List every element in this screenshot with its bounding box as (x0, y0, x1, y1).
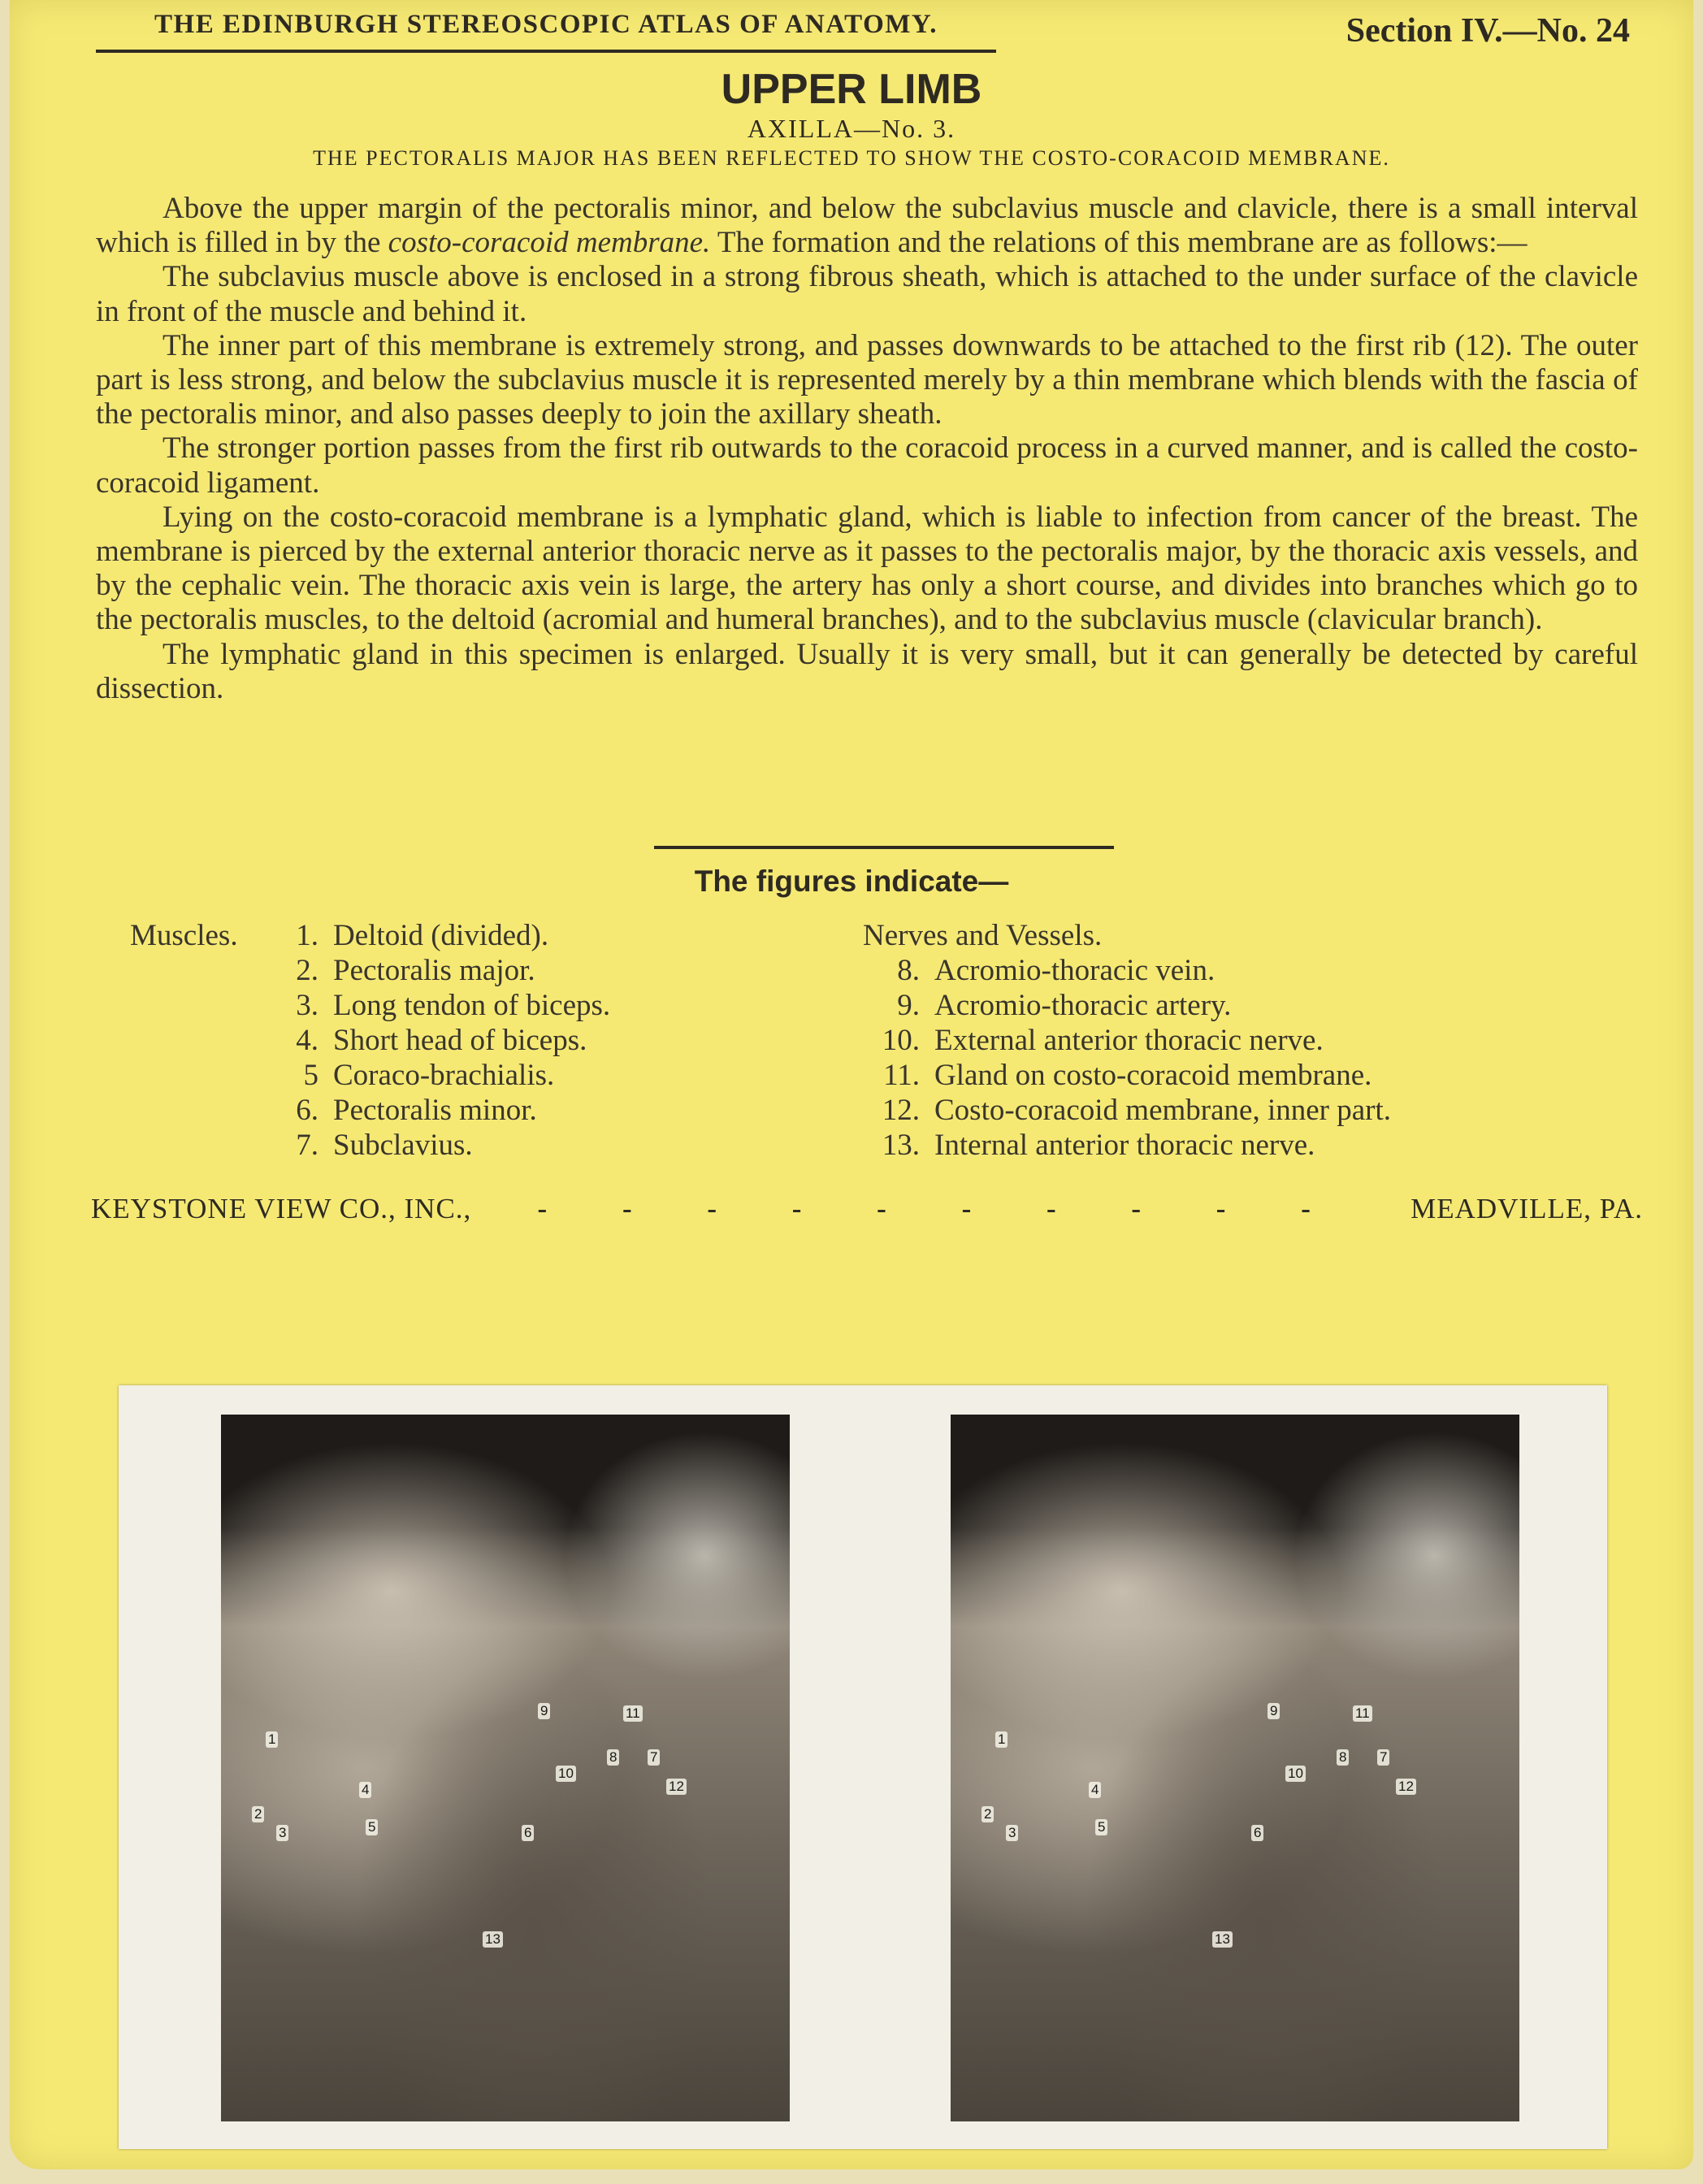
page-title: UPPER LIMB (721, 66, 982, 113)
legend-item (863, 953, 1391, 988)
legend-item (286, 953, 610, 988)
legend-text: Deltoid (divided). (333, 919, 549, 952)
photo-figure-label: 7 (648, 1749, 660, 1766)
legend-number: 8. (897, 954, 920, 987)
paragraph-text: The lymphatic gland in this specimen is enlarged. Usually it is very small, but it can generally be detected by careful dissection. (96, 637, 1638, 705)
muscles-label: Muscles. (130, 919, 238, 952)
photo-figure-label: 6 (1251, 1825, 1263, 1841)
photo-figure-label: 7 (1377, 1749, 1389, 1766)
figures-heading: The figures indicate— (694, 864, 1009, 898)
muscles-list (286, 918, 610, 1163)
paragraph-text: The inner part of this membrane is extremely strong, and passes downwards to be attached to the first rib (12). The outer part is less strong, and below the subclavius muscle it is represented merely by a thin membrane which blends with the fascia of the pectoralis minor, and also passes deeply to join the axillary sheath. (96, 328, 1638, 431)
stereo-photo-right (951, 1415, 1519, 2121)
body-paragraph (96, 192, 1638, 260)
photo-figure-label: 6 (522, 1825, 534, 1841)
legend-item (286, 988, 610, 1023)
legend-text: Internal anterior thoracic nerve. (934, 1129, 1315, 1162)
publisher-footer (91, 1193, 1643, 1225)
legend-number: 12. (882, 1094, 920, 1127)
photo-figure-label: 4 (1089, 1782, 1101, 1798)
paragraph-text: The stronger portion passes from the first rib outwards to the coracoid process in a curved manner, and is called the costo-coracoid ligament. (96, 431, 1638, 500)
stereo-photo-left (221, 1415, 790, 2121)
legend-text: Acromio-thoracic vein. (934, 954, 1216, 987)
legend-item (863, 1128, 1391, 1163)
photo-figure-label: 3 (1006, 1825, 1018, 1841)
body-paragraph (96, 431, 1638, 500)
legend-text: Pectoralis major. (333, 954, 535, 987)
legend-number: 4. (296, 1024, 318, 1057)
legend-number: 3. (296, 989, 318, 1022)
photo-figure-label: 13 (1212, 1931, 1233, 1948)
atlas-title: THE EDINBURGH STEREOSCOPIC ATLAS OF ANATOMY. (96, 10, 996, 53)
photo-figure-label: 8 (1337, 1749, 1349, 1766)
publisher-location: MEADVILLE, PA. (1410, 1193, 1643, 1224)
legend-text: Pectoralis minor. (333, 1094, 537, 1127)
paragraph-text: Lying on the costo-coracoid membrane is a lymphatic gland, which is liable to infection from cancer of the breast. The membrane is pierced by the external anterior thoracic nerve as it passes to the pectoralis major, by the thoracic axis vessels, and by the cephalic vein. The thoracic axis vein is large, the artery has only a short course, and divides into branches which go to the pectoralis muscles, to the deltoid (acromial and humeral branches), and to the subclavius muscle (clavicular branch). (96, 500, 1638, 637)
description-text (96, 192, 1638, 706)
legend-number: 2. (296, 954, 318, 987)
photo-figure-label: 9 (538, 1703, 550, 1719)
legend-text: Coraco-brachialis. (333, 1059, 555, 1092)
photo-figure-label: 4 (359, 1782, 371, 1798)
stereo-photo-mount (119, 1385, 1607, 2149)
publisher-name: KEYSTONE VIEW CO., INC., (91, 1193, 472, 1224)
legend-item (863, 1093, 1391, 1128)
paragraph-italic-term: costo-coracoid membrane. (388, 226, 711, 260)
legend-number: 10. (882, 1024, 920, 1057)
legend-item (863, 988, 1391, 1023)
photo-figure-label: 3 (276, 1825, 288, 1841)
photo-figure-label: 2 (982, 1806, 994, 1822)
legend-number: 5 (303, 1059, 318, 1092)
legend-number: 7. (296, 1129, 318, 1162)
photo-figure-label: 11 (1353, 1705, 1372, 1722)
legend-item (286, 1023, 610, 1058)
legend-number: 1. (296, 919, 318, 952)
section-divider (654, 846, 1114, 849)
photo-figure-label: 1 (995, 1731, 1008, 1748)
nerves-items (863, 953, 1391, 1163)
legend-item (286, 1128, 610, 1163)
photo-figure-label: 9 (1268, 1703, 1280, 1719)
photo-figure-label: 5 (1095, 1819, 1107, 1835)
photo-figure-label: 12 (1396, 1779, 1416, 1795)
legend-text: Gland on costo-coracoid membrane. (934, 1059, 1372, 1092)
photo-figure-label: 5 (366, 1819, 378, 1835)
atlas-card (10, 0, 1693, 2169)
nerves-label: Nerves and Vessels. (863, 919, 1103, 952)
photo-figure-label: 13 (483, 1931, 503, 1948)
body-paragraph (96, 638, 1638, 706)
legend-item (286, 1093, 610, 1128)
legend-item (286, 918, 610, 953)
photo-figure-label: 2 (252, 1806, 264, 1822)
nerves-vessels-list (863, 918, 1391, 1163)
body-paragraph (96, 329, 1638, 432)
photo-figure-label: 10 (1285, 1766, 1306, 1782)
legend-number: 6. (296, 1094, 318, 1127)
legend-number: 13. (882, 1129, 920, 1162)
legend-text: External anterior thoracic nerve. (934, 1024, 1324, 1057)
footer-dashes: - - - - - - - - - - (537, 1193, 1345, 1224)
section-number: Section IV.—No. 24 (1346, 12, 1630, 50)
legend-text: Acromio-thoracic artery. (934, 989, 1232, 1022)
plate-caption: THE PECTORALIS MAJOR HAS BEEN REFLECTED TO SHOW THE COSTO-CORACOID MEMBRANE. (313, 146, 1390, 170)
legend-text: Short head of biceps. (333, 1024, 587, 1057)
photo-figure-label: 11 (623, 1705, 643, 1722)
photo-figure-label: 1 (266, 1731, 278, 1748)
legend-number: 11. (883, 1059, 920, 1092)
legend-text: Subclavius. (333, 1129, 473, 1162)
paragraph-text: Above the upper margin of the pectoralis minor, and below the subclavius muscle and clavicle, there is a small interval which is filled in by the (96, 192, 1638, 260)
legend-number: 9. (897, 989, 920, 1022)
body-paragraph (96, 500, 1638, 638)
page-subtitle: AXILLA—No. 3. (747, 114, 956, 143)
legend-item (863, 1023, 1391, 1058)
photo-figure-label: 10 (556, 1766, 576, 1782)
photo-figure-label: 12 (666, 1779, 687, 1795)
paragraph-text: The formation and the relations of this membrane are as follows:— (710, 226, 1528, 260)
legend-item (286, 1058, 610, 1093)
legend-text: Costo-coracoid membrane, inner part. (934, 1094, 1391, 1127)
paragraph-text: The subclavius muscle above is enclosed in a strong fibrous sheath, which is attached to the under surface of the clavicle in front of the muscle and behind it. (96, 260, 1638, 328)
photo-figure-label: 8 (607, 1749, 619, 1766)
legend-text: Long tendon of biceps. (333, 989, 611, 1022)
legend-item (863, 1058, 1391, 1093)
body-paragraph (96, 260, 1638, 328)
